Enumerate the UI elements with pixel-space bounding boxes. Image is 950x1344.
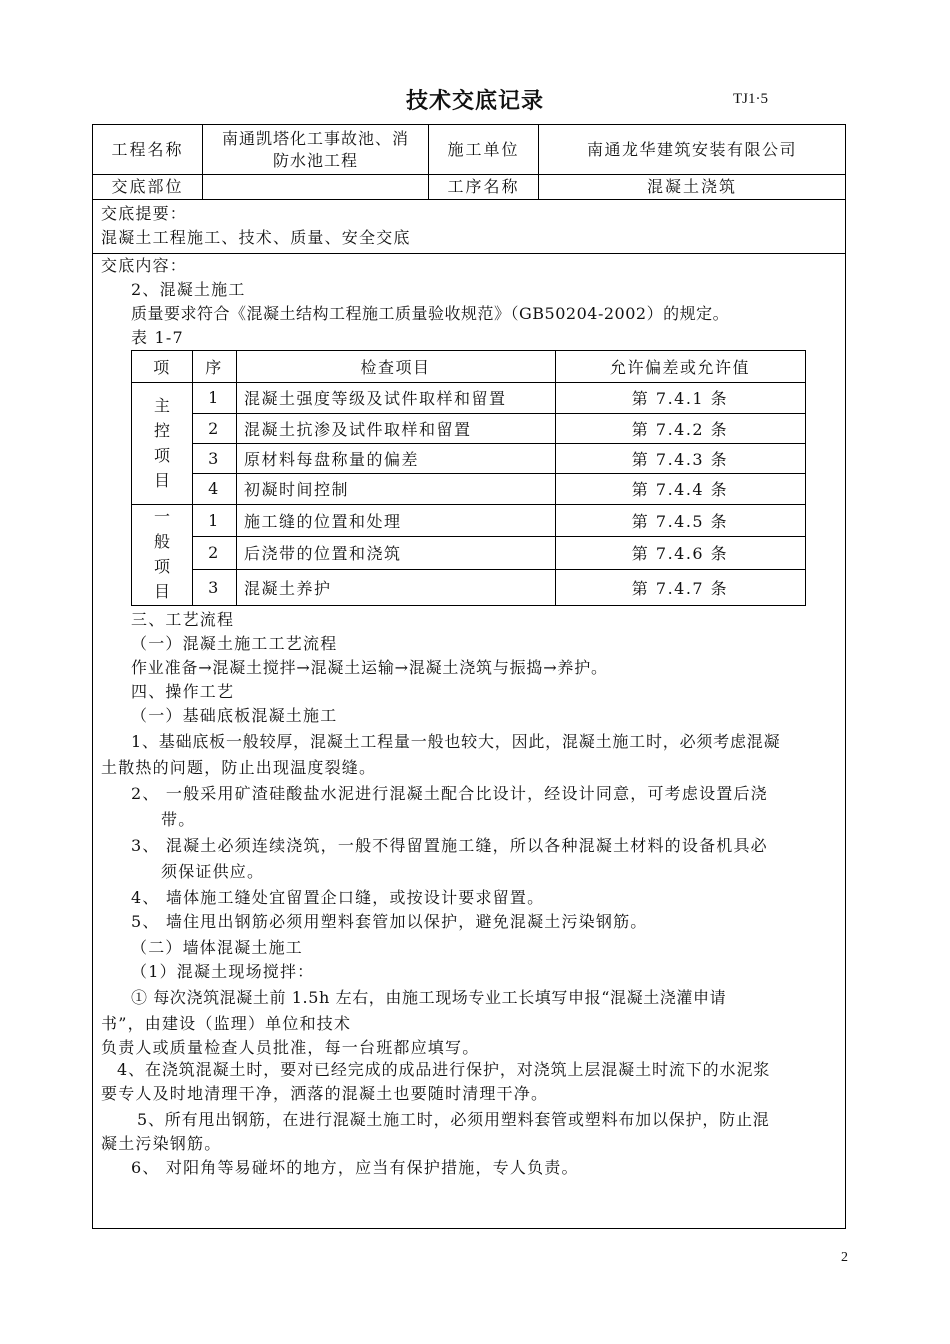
paragraph: 2、 一般采用矿渣硅酸盐水泥进行混凝土配合比设计，经设计同意，可考虑设置后浇 <box>131 784 768 803</box>
category-char: 目 <box>153 582 170 601</box>
table-header-value: 允许偏差或允许值 <box>609 358 750 377</box>
table-header-seq: 序 <box>205 358 223 377</box>
row-item: 初凝时间控制 <box>244 480 350 499</box>
project-name-line2: 防水池工程 <box>272 150 358 170</box>
location-label: 交底部位 <box>93 175 203 200</box>
paragraph: 要专人及时地清理干净，洒落的混凝土也要随时清理干净。 <box>101 1084 549 1103</box>
summary-label: 交底提要： <box>101 204 188 223</box>
row-no: 3 <box>208 577 220 597</box>
disclosure-form <box>92 124 846 1229</box>
paragraph: 6、 对阳角等易碰坏的地方，应当有保护措施，专人负责。 <box>131 1158 579 1177</box>
process-value: 混凝土浇筑 <box>539 175 845 200</box>
table-vline <box>236 351 237 605</box>
contractor-label: 施工单位 <box>429 125 539 175</box>
quality-requirement: 质量要求符合《混凝土结构工程施工质量验收规范》（GB50204-2002）的规定。 <box>131 304 730 323</box>
row-no: 2 <box>208 418 220 438</box>
paragraph: 1、基础底板一般较厚，混凝土工程量一般也较大，因此，混凝土施工时，必须考虑混凝 <box>131 732 781 751</box>
category-char: 项 <box>153 446 170 465</box>
process-flow: 作业准备→混凝土搅拌→混凝土运输→混凝土浇筑与振捣→养护。 <box>131 658 608 677</box>
section-3-1-heading: （一）混凝土施工工艺流程 <box>131 634 338 653</box>
paragraph: 4、在浇筑混凝土时，要对已经完成的成品进行保护，对浇筑上层混凝土时流下的水泥浆 <box>117 1060 771 1079</box>
category-char: 主 <box>153 396 170 415</box>
row-item: 混凝土强度等级及试件取样和留置 <box>244 389 507 408</box>
table-header-category: 项 <box>153 358 171 377</box>
paragraph: 须保证供应。 <box>161 862 265 881</box>
row-value: 第 7.4.2 条 <box>631 419 729 439</box>
row-item: 后浇带的位置和浇筑 <box>244 544 402 563</box>
document-title: 技术交底记录 <box>405 88 544 114</box>
row-value: 第 7.4.6 条 <box>631 544 729 563</box>
category-char: 目 <box>153 471 170 490</box>
row-no: 1 <box>208 510 220 530</box>
paragraph: 凝土污染钢筋。 <box>101 1134 222 1153</box>
row-no: 4 <box>208 479 220 498</box>
section-3-heading: 三、工艺流程 <box>131 610 235 629</box>
page-number: 2 <box>841 1250 848 1265</box>
section-4-2-1-heading: （1）混凝土现场搅拌： <box>131 962 315 981</box>
paragraph: 负责人或质量检查人员批准，每一台班都应填写。 <box>101 1038 480 1057</box>
paragraph: 书”，由建设（监理）单位和技术 <box>101 1014 352 1033</box>
category-char: 控 <box>153 421 170 440</box>
section-4-2-heading: （二）墙体混凝土施工 <box>131 938 304 957</box>
category-char: 项 <box>153 557 170 576</box>
main-control-category <box>132 393 192 493</box>
inspection-table <box>131 350 806 606</box>
row-no: 3 <box>208 448 220 468</box>
row-value: 第 7.4.5 条 <box>631 511 729 531</box>
summary-text: 混凝土工程施工、技术、质量、安全交底 <box>101 228 411 247</box>
paragraph: 3、 混凝土必须连续浇筑，一般不得留置施工缝，所以各种混凝土材料的设备机具必 <box>131 836 768 855</box>
paragraph: 带。 <box>161 810 196 829</box>
row-value: 第 7.4.7 条 <box>631 578 729 598</box>
table-caption: 表 1-7 <box>131 328 184 347</box>
general-category <box>132 504 192 604</box>
paragraph: ① 每次浇筑混凝土前 1.5h 左右，由施工现场专业工长填写申报“混凝土浇灌申请 <box>131 988 727 1007</box>
project-name-label: 工程名称 <box>93 125 203 175</box>
row-value: 第 7.4.1 条 <box>631 389 729 408</box>
process-label: 工序名称 <box>429 175 539 200</box>
row-no: 2 <box>208 543 220 562</box>
paragraph: 5、 墙住甩出钢筋必须用塑料套管加以保护，避免混凝土污染钢筋。 <box>131 912 648 931</box>
row-no: 1 <box>208 388 220 407</box>
summary-divider <box>93 253 845 254</box>
row-value: 第 7.4.3 条 <box>631 449 729 469</box>
content-label: 交底内容： <box>101 256 188 275</box>
paragraph: 4、 墙体施工缝处宜留置企口缝，或按设计要求留置。 <box>131 888 545 907</box>
row-value: 第 7.4.4 条 <box>631 480 729 499</box>
row-item: 原材料每盘称量的偏差 <box>244 449 420 469</box>
table-header-item: 检查项目 <box>360 358 431 377</box>
category-char: 般 <box>153 532 170 551</box>
row-item: 施工缝的位置和处理 <box>244 511 402 531</box>
paragraph: 土散热的问题，防止出现温度裂缝。 <box>101 758 377 777</box>
paragraph: 5、所有甩出钢筋，在进行混凝土施工时，必须用塑料套管或塑料布加以保护，防止混 <box>137 1110 770 1129</box>
row-item: 混凝土养护 <box>244 578 332 598</box>
project-name-line1: 南通凯塔化工事故池、消 <box>221 128 409 148</box>
location-value <box>203 175 429 200</box>
project-name-cell <box>203 125 429 175</box>
category-char: 一 <box>153 507 170 526</box>
row-item: 混凝土抗渗及试件取样和留置 <box>244 419 472 439</box>
form-code: TJ1·5 <box>733 91 768 107</box>
section-4-heading: 四、操作工艺 <box>131 682 235 701</box>
section-4-1-heading: （一）基础底板混凝土施工 <box>131 706 338 725</box>
section-2-heading: 2、混凝土施工 <box>131 280 246 299</box>
contractor-value: 南通龙华建筑安装有限公司 <box>539 125 845 175</box>
